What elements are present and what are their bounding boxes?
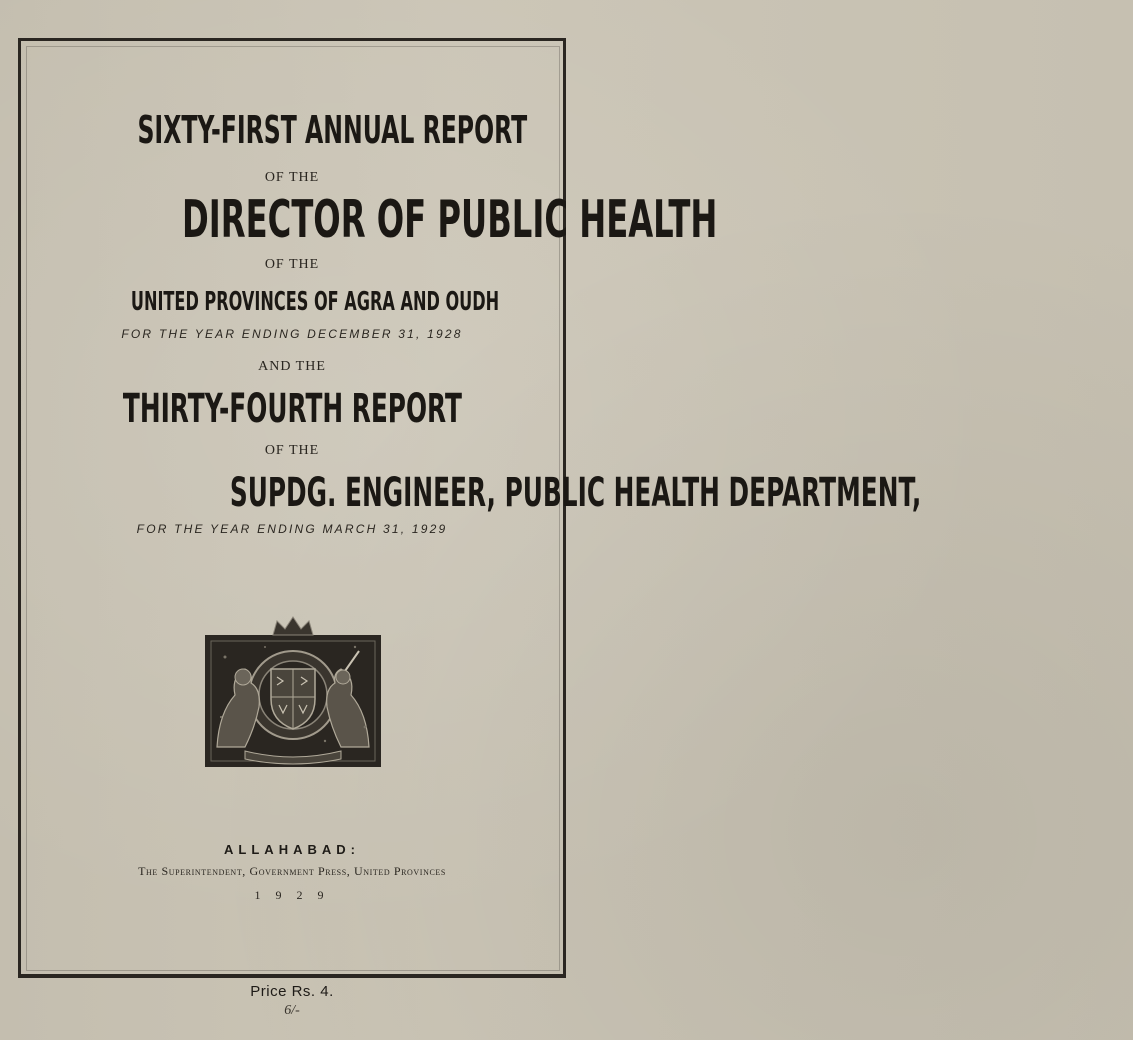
reporting-period-1: FOR THE YEAR ENDING DECEMBER 31, 1928 bbox=[121, 327, 463, 341]
price-label: Price Rs. 4. bbox=[250, 983, 334, 1000]
report-title-line-1: SIXTY-FIRST ANNUAL REPORT bbox=[137, 108, 528, 152]
reporting-period-2: FOR THE YEAR ENDING MARCH 31, 1929 bbox=[136, 522, 448, 536]
report-title-line-3: UNITED PROVINCES OF AGRA AND OUDH bbox=[130, 287, 500, 317]
report-title-line-5: SUPDG. ENGINEER, PUBLIC HEALTH DEPARTMENT, bbox=[229, 470, 922, 516]
report-title-line-4: THIRTY-FOURTH REPORT bbox=[122, 386, 462, 432]
of-the-label-1: OF THE bbox=[264, 170, 320, 185]
report-title-line-2: DIRECTOR OF PUBLIC HEALTH bbox=[182, 190, 718, 250]
imprint-year: 1 9 2 9 bbox=[254, 888, 330, 902]
imprint-publisher: The Superintendent, Government Press, United Provinces bbox=[138, 864, 446, 878]
imprint-place: ALLAHABAD: bbox=[224, 842, 360, 857]
of-the-label-2: OF THE bbox=[264, 257, 320, 272]
of-the-label-3: OF THE bbox=[264, 443, 320, 458]
and-the-label: AND THE bbox=[258, 359, 326, 374]
royal-coat-of-arms-icon bbox=[205, 617, 381, 767]
price-note: 6/- bbox=[284, 1003, 300, 1018]
